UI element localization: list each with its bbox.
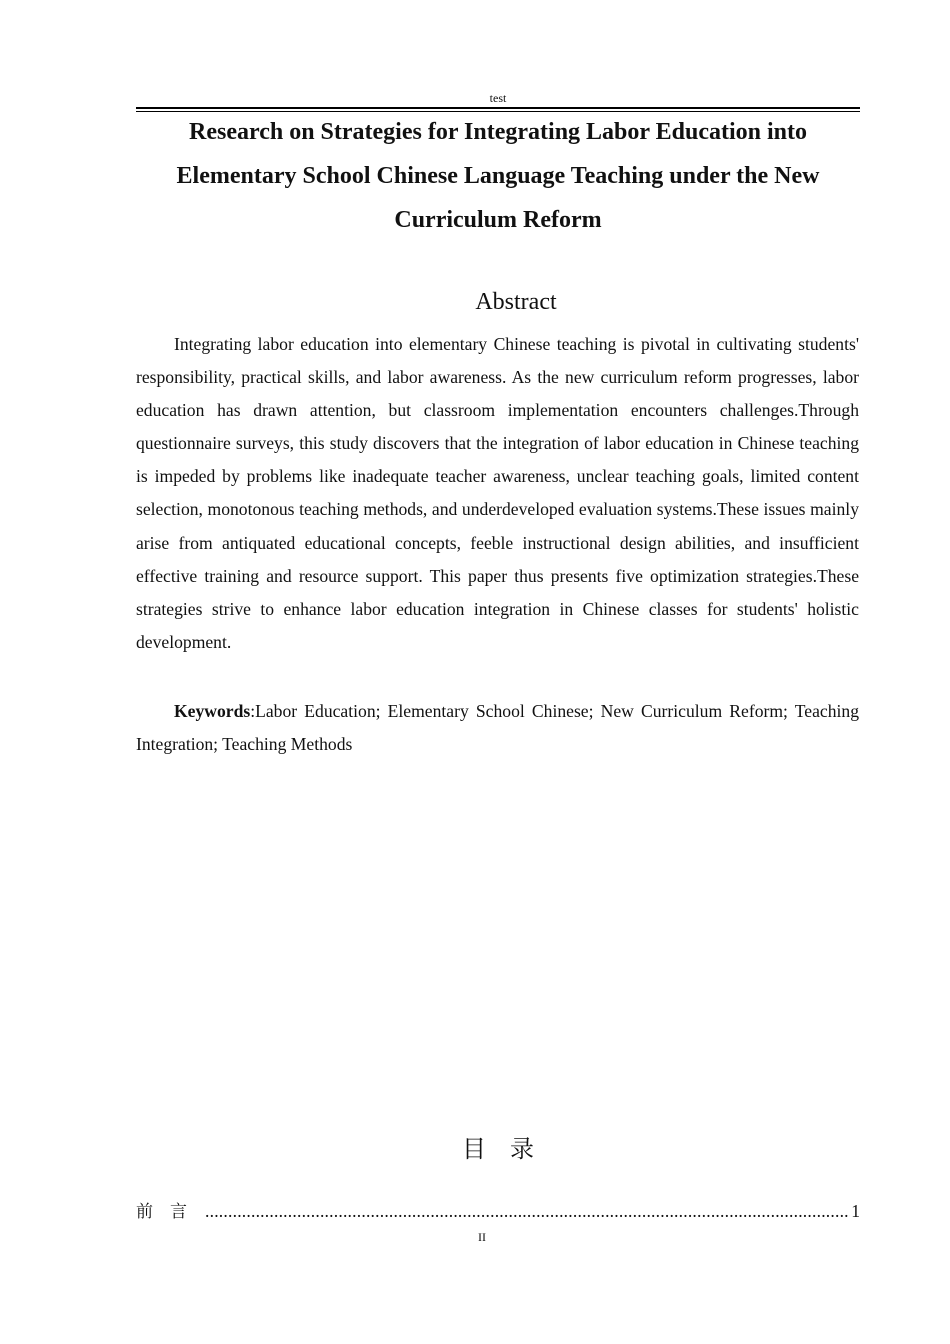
- running-header: test: [489, 91, 507, 105]
- toc-dot-leader: [205, 1199, 850, 1223]
- keywords-separator: :: [250, 701, 256, 721]
- toc-entry-page: 1: [851, 1201, 860, 1221]
- paper-title: Research on Strategies for Integrating Labor Education into Elementary School Chinese Language Teaching under the New Curriculum Reform: [176, 119, 820, 233]
- page-number: II: [478, 1230, 486, 1244]
- toc-heading: 目录: [462, 1135, 558, 1163]
- toc-entry-label: 前言: [136, 1202, 204, 1222]
- keywords-paragraph: [136, 695, 859, 761]
- abstract-body: Integrating labor education into elementary Chinese teaching is pivotal in cultivating students' responsibility, practical skills, and labor awareness. As the new curriculum reform progresses, labor education has drawn attention, but classroom implementation encounters challenges.Through questionnaire surveys, this study discovers that the integration of labor education in Chinese teaching is impeded by problems like inadequate teacher awareness, unclear teaching goals, limited content selection, monotonous teaching methods, and underdeveloped evaluation systems.These issues mainly arise from antiquated educational concepts, feeble instructional design abilities, and insufficient effective training and resource support. This paper thus presents five optimization strategies.These strategies strive to enhance labor education integration in Chinese classes for students' holistic development.: [136, 334, 859, 652]
- toc-entry-preface[interactable]: [136, 1199, 860, 1223]
- keywords-text: Labor Education; Elementary School Chinese; New Curriculum Reform; Teaching Integration; Teaching Methods: [136, 701, 859, 755]
- header-rule-thick: [136, 107, 860, 109]
- keywords-label: Keywords: [174, 701, 251, 721]
- abstract-heading: Abstract: [475, 289, 557, 315]
